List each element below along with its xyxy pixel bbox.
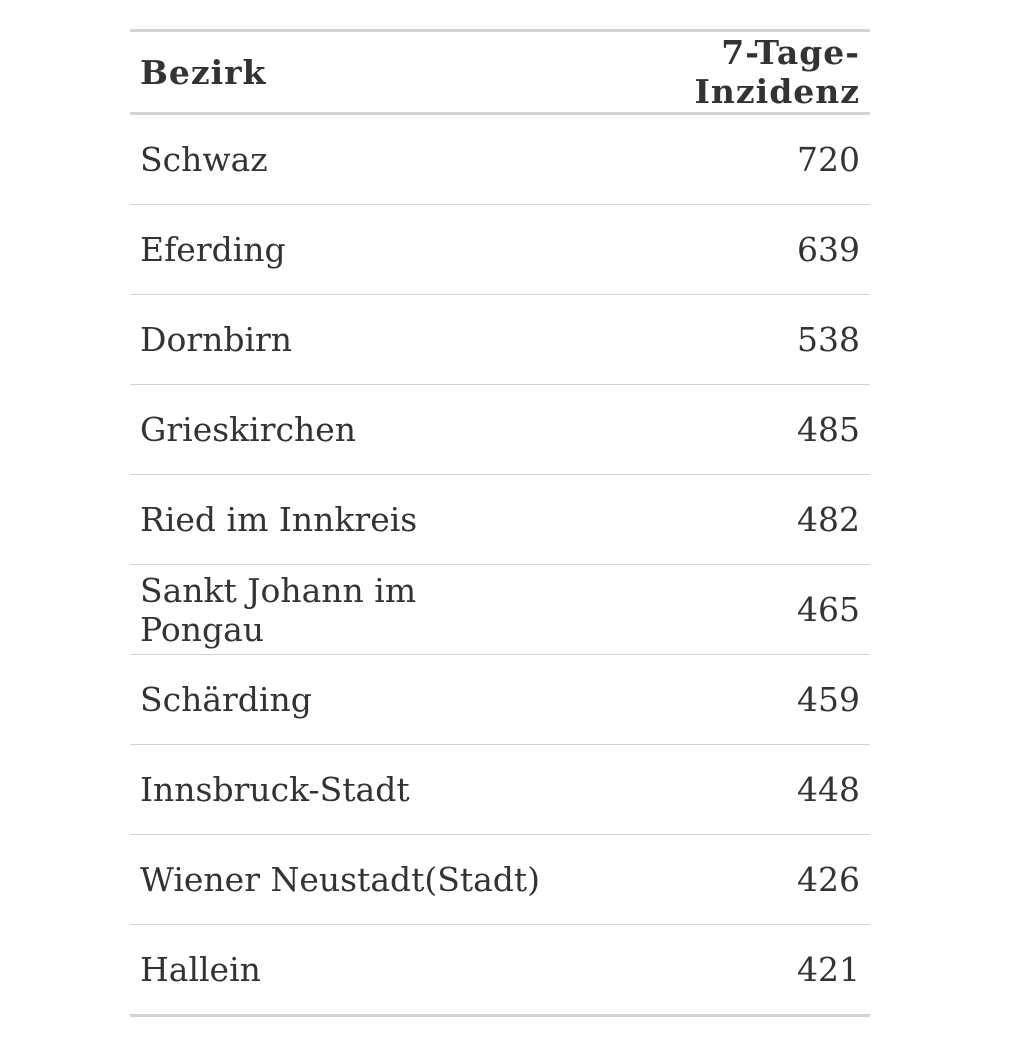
- bezirk-cell: Grieskirchen: [130, 385, 553, 475]
- table-row: [130, 295, 870, 385]
- bezirk-cell: Sankt Johann im Pongau: [130, 565, 553, 655]
- table-row: [130, 655, 870, 745]
- table-row: [130, 385, 870, 475]
- table-row: [130, 835, 870, 925]
- column-header-bezirk: Bezirk: [130, 31, 553, 114]
- table-body: [130, 114, 870, 1016]
- inzidenz-cell: 465: [553, 565, 870, 655]
- bezirk-cell: Wiener Neustadt(Stadt): [130, 835, 553, 925]
- table-row: [130, 475, 870, 565]
- inzidenz-cell: 482: [553, 475, 870, 565]
- table-header: [130, 31, 870, 114]
- inzidenz-cell: 448: [553, 745, 870, 835]
- table-row: [130, 565, 870, 655]
- bezirk-cell: Hallein: [130, 925, 553, 1016]
- inzidenz-cell: 720: [797, 140, 860, 179]
- bezirk-cell: Eferding: [130, 205, 553, 295]
- inzidenz-cell: 538: [553, 295, 870, 385]
- column-header-inzidenz: 7-Tage-Inzidenz: [553, 31, 870, 114]
- table-row: [130, 925, 870, 1016]
- incidence-table-container: [130, 29, 870, 1017]
- table-row: [130, 114, 870, 205]
- inzidenz-cell: 421: [553, 925, 870, 1016]
- table-row: [130, 745, 870, 835]
- bezirk-cell: Ried im Innkreis: [130, 475, 553, 565]
- table-row: [130, 205, 870, 295]
- incidence-table: [130, 29, 870, 1017]
- inzidenz-cell: 639: [553, 205, 870, 295]
- inzidenz-cell: 426: [553, 835, 870, 925]
- inzidenz-cell: 459: [553, 655, 870, 745]
- bezirk-cell: Innsbruck-Stadt: [130, 745, 553, 835]
- inzidenz-cell: 485: [553, 385, 870, 475]
- bezirk-cell: Schärding: [130, 655, 553, 745]
- bezirk-cell: Schwaz: [140, 140, 268, 179]
- bezirk-cell: Dornbirn: [130, 295, 553, 385]
- header-row: [130, 31, 870, 114]
